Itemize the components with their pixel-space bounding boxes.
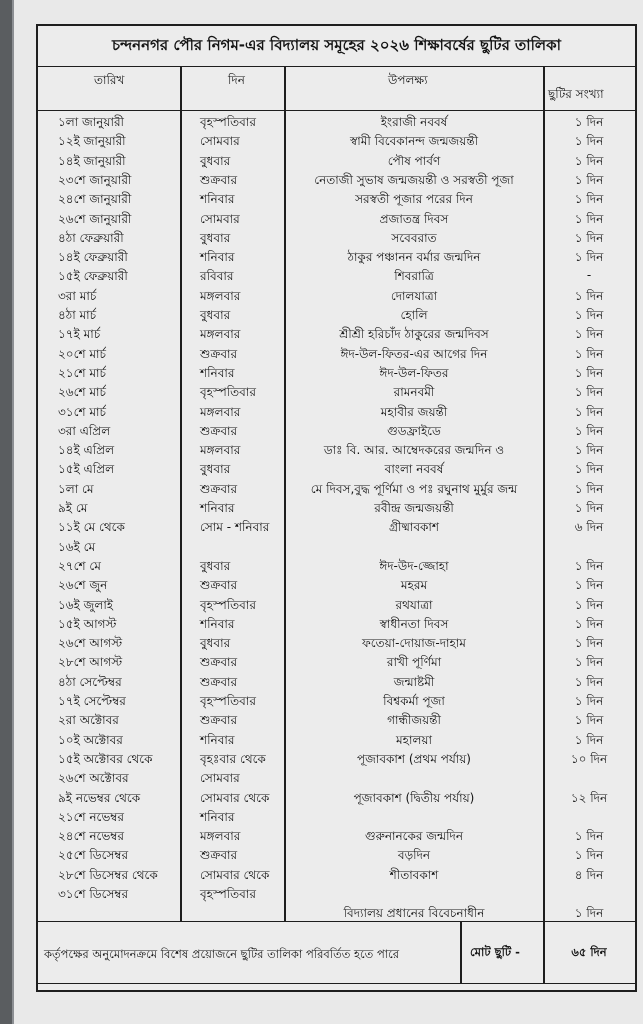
row-occasion: স্বাধীনতা দিবস — [379, 616, 449, 631]
row-day: সোম - শনিবার — [200, 520, 270, 535]
row-count: ১০ দিন — [570, 751, 608, 766]
row-date: ২৬শে আগস্ট — [58, 636, 123, 651]
header-date: তারিখ — [94, 73, 125, 87]
row-count: ১ দিন — [574, 462, 604, 477]
table-row — [38, 749, 635, 770]
table-row — [38, 517, 635, 538]
row-occasion: রাখী পূর্ণিমা — [386, 655, 442, 670]
row-count: ১ দিন — [574, 906, 604, 921]
row-day: সোমবার থেকে — [200, 790, 270, 805]
bottom-border — [38, 983, 635, 985]
paper-page — [14, 0, 643, 1024]
row-day: শুক্রবার — [200, 578, 238, 593]
table-row — [38, 807, 635, 828]
row-occasion: প্রজাতন্ত্র দিবস — [379, 211, 449, 226]
table-row — [38, 768, 635, 789]
table-row — [38, 247, 635, 268]
row-day: বুধবার — [200, 558, 231, 573]
row-occasion: হোলি — [400, 308, 428, 322]
row-day: বুধবার — [200, 230, 231, 245]
table-row — [38, 402, 635, 423]
table-row — [38, 421, 635, 442]
row-day: মঙ্গলবার — [200, 829, 241, 844]
row-day: বুধবার — [200, 636, 231, 651]
row-occasion: ইংরাজী নববর্ষ — [380, 115, 448, 129]
row-count: ১ দিন — [574, 694, 604, 708]
row-count: ১ দিন — [574, 829, 604, 844]
row-date: ২৪শে নভেম্বর — [58, 829, 124, 844]
row-day: শনিবার — [200, 192, 235, 207]
table-row — [38, 845, 635, 866]
row-day: সোমবার — [200, 134, 240, 149]
row-occasion: জন্মাষ্টমী — [393, 674, 435, 689]
row-day: মঙ্গলবার — [200, 327, 241, 342]
row-day: বৃহস্পতিবার — [200, 694, 256, 708]
row-occasion: পূজাবকাশ (দ্বিতীয় পর্যায়) — [353, 790, 475, 805]
row-date: ২৫শে ডিসেম্বর — [58, 848, 129, 863]
row-day: শনিবার — [200, 732, 235, 747]
row-day: শুক্রবার — [200, 713, 238, 728]
row-occasion: গুরুনানকের জন্মদিন — [364, 829, 463, 844]
total-label: মোট ছুটি - — [470, 945, 520, 959]
table-row — [38, 305, 635, 326]
left-page-edge — [0, 0, 12, 1024]
table-row — [38, 884, 635, 905]
row-occasion: ঈদ-উল-ফিতর — [379, 365, 449, 380]
row-day: রবিবার — [200, 269, 234, 284]
table-row — [38, 286, 635, 307]
row-count: ১ দিন — [574, 578, 604, 593]
table-row — [38, 344, 635, 365]
row-day: শুক্রবার — [200, 674, 238, 689]
footer-note: কর্তৃপক্ষের অনুমোদনক্রমে বিশেষ প্রয়োজনে ছুটির তালিকা পরিবর্তিত হতে পারে — [44, 947, 400, 961]
row-occasion: ঈদ-উদ-জ্জোহা — [379, 558, 449, 573]
row-occasion: বাংলা নববর্ষ — [384, 462, 444, 477]
column-divider — [460, 922, 462, 984]
table-row — [38, 633, 635, 654]
row-count: ১ দিন — [574, 327, 604, 342]
row-date: ২৪শে জানুয়ারী — [58, 192, 132, 207]
row-occasion: বিদ্যালয় প্রধানের বিবেচনাধীন — [343, 906, 485, 921]
table-row — [38, 112, 635, 133]
row-count: ১ দিন — [574, 713, 604, 728]
row-day: বৃহস্পতিবার — [200, 597, 256, 612]
row-day: বৃহস্পতিবার — [200, 385, 256, 400]
total-value: ৬৫ দিন — [571, 945, 607, 959]
row-count: ১ দিন — [574, 192, 604, 207]
row-occasion: ঠাকুর পঞ্চানন বর্মার জন্মদিন — [347, 250, 481, 265]
row-date: ৪ঠা সেপ্টেম্বর — [58, 674, 122, 689]
row-date: ২৬শে অক্টোবর — [58, 771, 129, 786]
row-day: বৃহস্পতিবার — [200, 887, 256, 901]
row-count: ১ দিন — [574, 848, 604, 863]
row-day: শুক্রবার — [200, 346, 238, 361]
row-count: ১ দিন — [574, 558, 604, 573]
row-date: ১৭ই মার্চ — [58, 327, 101, 342]
row-date: ২৮শে আগস্ট — [58, 655, 123, 670]
row-date: ১৪ই এপ্রিল — [58, 443, 115, 458]
header-count: ছুটির সংখ্যা — [548, 87, 604, 101]
table-row — [38, 575, 635, 596]
row-occasion: ফতেয়া-দোয়াজ-দাহাম — [362, 636, 466, 651]
row-count: ১২ দিন — [570, 790, 608, 805]
row-occasion: পৌষ পার্বণ — [387, 153, 441, 168]
row-date: ২৬শে জুন — [58, 578, 108, 593]
row-date: ২১শে মার্চ — [58, 365, 106, 380]
row-day: মঙ্গলবার — [200, 288, 241, 303]
table-row — [38, 826, 635, 847]
table-row — [38, 479, 635, 500]
row-day: শুক্রবার — [200, 172, 238, 187]
table-row — [38, 710, 635, 731]
row-count: ১ দিন — [574, 250, 604, 265]
row-day: শনিবার — [200, 501, 235, 515]
row-count: ১ দিন — [574, 346, 604, 361]
row-count: ১ দিন — [574, 674, 604, 689]
table-header — [38, 66, 635, 111]
row-day: শনিবার — [200, 809, 235, 824]
holiday-table-card — [36, 24, 637, 992]
table-row — [38, 788, 635, 809]
table-row — [38, 865, 635, 886]
row-day: সোমবার থেকে — [200, 867, 270, 882]
row-date: ২৭শে মে — [58, 558, 101, 573]
table-row — [38, 537, 635, 558]
row-count: ১ দিন — [574, 655, 604, 670]
table-row — [38, 672, 635, 693]
row-count: ১ দিন — [574, 616, 604, 631]
row-occasion: সরস্বতী পূজার পরের দিন — [355, 192, 473, 207]
row-date: ৯ই মে — [58, 501, 88, 515]
row-occasion: শ্রীশ্রী হরিচাঁদ ঠাকুরের জন্মদিবস — [339, 327, 489, 342]
row-count: ১ দিন — [574, 153, 604, 168]
row-date: ২রা অক্টোবর — [58, 713, 119, 728]
row-day: বুধবার — [200, 153, 231, 168]
row-occasion: মহরম — [400, 578, 428, 593]
row-date: ১৫ই ফেব্রুয়ারী — [58, 269, 128, 284]
row-date: ১৫ই আগস্ট — [58, 616, 117, 631]
table-row — [38, 382, 635, 403]
row-day: বৃহস্পতিবার — [200, 115, 256, 129]
table-row — [38, 730, 635, 751]
row-occasion: রবীন্দ্র জন্মজয়ন্তী — [374, 501, 454, 515]
row-occasion: মে দিবস,বুদ্ধ পূর্ণিমা ও পঃ রঘুনাথ মুর্মুর জন্ম — [310, 481, 518, 496]
table-row — [38, 614, 635, 635]
row-count: ১ দিন — [574, 443, 604, 458]
row-count: ১ দিন — [574, 288, 604, 303]
row-count: ৪ দিন — [574, 867, 604, 882]
row-occasion: সবেবরাত — [391, 230, 437, 245]
row-count: ১ দিন — [574, 211, 604, 226]
row-date: ৩১শে মার্চ — [58, 404, 106, 419]
table-row — [38, 266, 635, 287]
table-row — [38, 363, 635, 384]
row-count: ১ দিন — [574, 308, 604, 322]
row-count: ১ দিন — [574, 365, 604, 380]
row-occasion: ঈদ-উল-ফিতর-এর আগের দিন — [340, 346, 488, 361]
table-row — [38, 324, 635, 345]
row-date: ১৬ই মে — [58, 539, 96, 554]
row-occasion: বড়দিন — [397, 848, 431, 863]
row-day: শুক্রবার — [200, 848, 238, 863]
table-row — [38, 595, 635, 616]
header-day: দিন — [228, 73, 245, 87]
row-occasion: ডাঃ বি. আর. আম্বেদকরের জন্মদিন ও — [323, 443, 505, 458]
row-date: ৪ঠা ফেব্রুয়ারী — [58, 230, 124, 245]
row-count: ৬ দিন — [574, 520, 604, 535]
row-count: ১ দিন — [574, 230, 604, 245]
row-count: ১ দিন — [574, 636, 604, 651]
row-date: ১লা মে — [58, 481, 94, 496]
table-row — [38, 170, 635, 191]
row-occasion: স্বামী বিবেকানন্দ জন্মজয়ন্তী — [349, 134, 479, 149]
table-row — [38, 189, 635, 210]
row-count: ১ দিন — [574, 501, 604, 515]
row-occasion: রামনবমী — [393, 385, 435, 400]
row-day: বুধবার — [200, 308, 231, 322]
table-row — [38, 498, 635, 519]
row-date: ১০ই অক্টোবর — [58, 732, 123, 747]
row-occasion: দোলযাত্রা — [390, 288, 438, 303]
row-date: ১৫ই অক্টোবর থেকে — [58, 751, 153, 766]
row-day: সোমবার — [200, 211, 240, 226]
row-date: ২৩শে জানুয়ারী — [58, 172, 132, 187]
row-day: বৃহঃবার থেকে — [200, 751, 266, 766]
row-date: ৩১শে ডিসেম্বর — [58, 887, 129, 901]
row-day: বুধবার — [200, 462, 231, 477]
row-date: ৩রা এপ্রিল — [58, 423, 111, 438]
row-day: শনিবার — [200, 250, 235, 265]
row-occasion: শীতাবকাশ — [389, 867, 439, 882]
row-date: ১২ই জানুয়ারী — [58, 134, 126, 149]
row-occasion: রথযাত্রা — [395, 597, 433, 612]
row-date: ২৬শে মার্চ — [58, 385, 107, 400]
row-date: ৩রা মার্চ — [58, 288, 97, 303]
row-count: ১ দিন — [574, 115, 604, 129]
row-occasion: শিবরাত্রি — [394, 269, 434, 284]
row-count: ১ দিন — [574, 385, 604, 400]
row-date: ২৮শে ডিসেম্বর থেকে — [58, 867, 158, 882]
row-count: ১ দিন — [574, 404, 604, 419]
row-occasion: নেতাজী সুভাষ জন্মজয়ন্তী ও সরস্বতী পূজা — [314, 172, 514, 187]
row-date: ১৪ই ফেব্রুয়ারী — [58, 250, 128, 265]
row-count: ১ দিন — [574, 597, 604, 612]
row-date: ১৬ই জুলাই — [58, 597, 114, 612]
row-day: শুক্রবার — [200, 481, 238, 496]
row-date: ২১শে নভেম্বর — [58, 809, 124, 824]
row-occasion: গুডফ্রাইডে — [387, 423, 441, 438]
row-day: শুক্রবার — [200, 655, 238, 670]
table-title: চন্দননগর পৌর নিগম-এর বিদ্যালয় সমূহের ২০২৬ শিক্ষাবর্ষের ছুটির তালিকা — [38, 26, 635, 67]
row-day: শনিবার — [200, 616, 235, 631]
table-row — [38, 691, 635, 712]
row-date: ৪ঠা মার্চ — [58, 308, 97, 322]
table-footer — [38, 921, 635, 991]
row-count: ১ দিন — [574, 481, 604, 496]
row-occasion: গ্রীষ্মাবকাশ — [388, 520, 440, 535]
row-day: শনিবার — [200, 365, 235, 380]
row-count: ১ দিন — [574, 134, 604, 149]
table-row — [38, 556, 635, 577]
row-day: মঙ্গলবার — [200, 443, 241, 458]
row-count: ১ দিন — [574, 423, 604, 438]
row-count: ১ দিন — [574, 732, 604, 747]
row-date: ১৫ই এপ্রিল — [58, 462, 115, 477]
table-row — [38, 652, 635, 673]
row-date: ১৪ই জানুয়ারী — [58, 153, 126, 168]
row-date: ২৬শে জানুয়ারী — [58, 211, 132, 226]
row-count: ১ দিন — [574, 172, 604, 187]
table-row — [38, 228, 635, 249]
row-occasion: গান্ধীজয়ন্তী — [387, 713, 441, 728]
table-row — [38, 131, 635, 152]
row-date: ১লা জানুয়ারী — [58, 115, 124, 129]
row-count: - — [586, 268, 592, 283]
table-row — [38, 459, 635, 480]
row-date: ১১ই মে থেকে — [58, 520, 125, 535]
row-date: ২০শে মার্চ — [58, 346, 107, 361]
row-occasion: মহালয়া — [396, 732, 432, 747]
row-day: শুক্রবার — [200, 423, 238, 438]
table-row — [38, 440, 635, 461]
table-row — [38, 209, 635, 230]
row-date: ৯ই নভেম্বর থেকে — [58, 790, 141, 805]
row-occasion: মহাবীর জয়ন্তী — [380, 404, 448, 419]
row-date: ১৭ই সেপ্টেম্বর — [58, 694, 126, 708]
row-day: সোমবার — [200, 771, 240, 786]
row-occasion: বিশ্বকর্মা পূজা — [383, 694, 445, 708]
row-occasion: পূজাবকাশ (প্রথম পর্যায়) — [356, 751, 471, 766]
header-occasion: উপলক্ষ্য — [388, 73, 428, 87]
table-row — [38, 151, 635, 172]
row-day: মঙ্গলবার — [200, 404, 241, 419]
